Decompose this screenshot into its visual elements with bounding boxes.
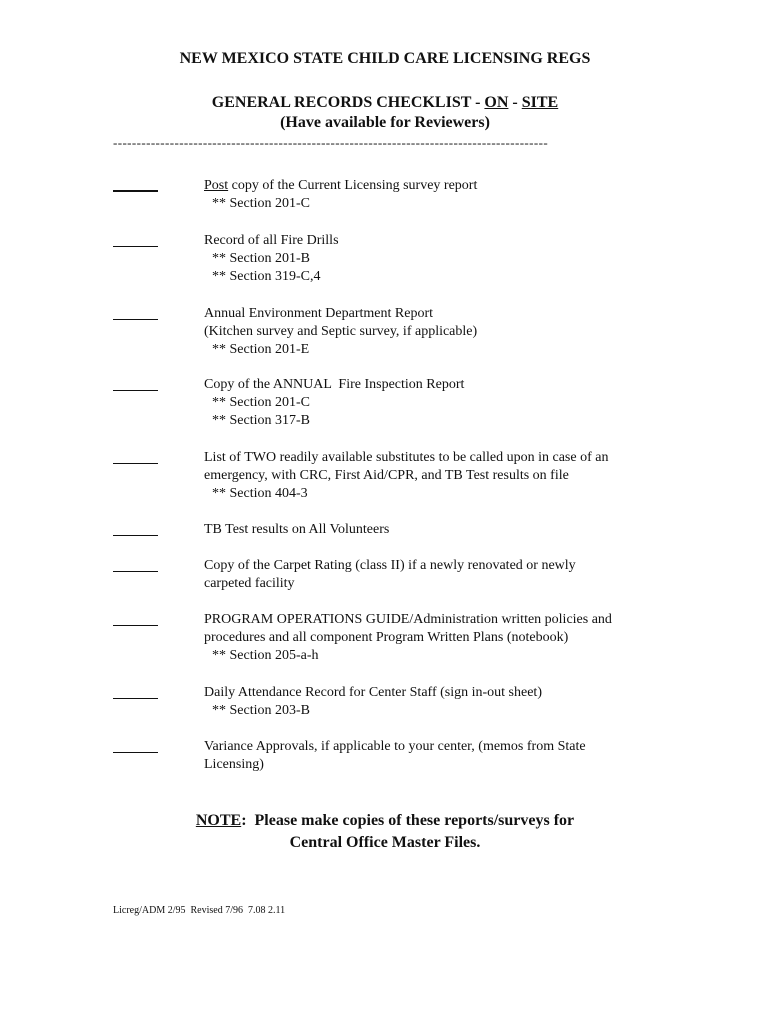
checkbox-blank-line[interactable]: [113, 319, 158, 320]
item-section: ** Section 404-3: [212, 486, 308, 501]
item-section: ** Section 201-B: [212, 251, 310, 266]
checkbox-blank-line[interactable]: [113, 752, 158, 753]
item-line: [204, 177, 669, 195]
item-section: ** Section 201-C: [212, 395, 310, 410]
checkbox-blank-line[interactable]: [113, 535, 158, 536]
item-line-rest: copy of the Current Licensing survey report: [228, 178, 478, 193]
item-section: ** Section 205-a-h: [212, 648, 319, 663]
note-line-1: [0, 810, 770, 832]
item-text: [204, 521, 669, 539]
checkbox-blank-line[interactable]: [113, 463, 158, 464]
item-text: [204, 232, 669, 286]
item-line: Licensing): [204, 757, 264, 772]
item-section: ** Section 317-B: [212, 413, 310, 428]
item-text: [204, 684, 669, 720]
item-line: Record of all Fire Drills: [204, 233, 339, 248]
item-line: List of TWO readily available substitutes to be called upon in case of an: [204, 450, 609, 465]
note-text: : Please make copies of these reports/surveys for: [241, 812, 575, 829]
item-text: [204, 449, 669, 503]
item-section: ** Section 319-C,4: [212, 269, 321, 284]
post-word: Post: [204, 178, 229, 193]
document-title: NEW MEXICO STATE CHILD CARE LICENSING REGS: [179, 50, 591, 67]
checkbox-blank-line[interactable]: [113, 625, 158, 626]
item-line: Variance Approvals, if applicable to your center, (memos from State: [204, 739, 586, 754]
footer-revision: Licreg/ADM 2/95 Revised 7/96 7.08 2.11: [113, 905, 286, 916]
item-text: [204, 305, 669, 359]
item-text: [204, 738, 669, 774]
item-text: [204, 557, 669, 593]
checklist-subtitle: (Have available for Reviewers): [280, 114, 490, 131]
checkbox-blank-line[interactable]: [113, 698, 158, 699]
item-text: [204, 376, 669, 430]
on-label: ON: [484, 94, 509, 111]
item-text: [204, 611, 669, 665]
item-line: Copy of the Carpet Rating (class II) if a newly renovated or newly: [204, 558, 576, 573]
item-line: (Kitchen survey and Septic survey, if applicable): [204, 324, 478, 339]
checklist-title-prefix: GENERAL RECORDS CHECKLIST -: [211, 94, 485, 111]
item-line: Copy of the ANNUAL Fire Inspection Report: [204, 377, 465, 392]
dashed-divider: --------------------------------------------------------------------------------------------: [113, 136, 549, 150]
checklist-title: [0, 93, 770, 113]
item-section: ** Section 201-C: [212, 196, 310, 211]
item-line: procedures and all component Program Written Plans (notebook): [204, 630, 569, 645]
item-line: PROGRAM OPERATIONS GUIDE/Administration written policies and: [204, 612, 612, 627]
note-line-2: Central Office Master Files.: [289, 834, 481, 851]
item-line: Daily Attendance Record for Center Staff (sign in-out sheet): [204, 685, 542, 700]
checkbox-blank-line[interactable]: [113, 390, 158, 391]
item-line: carpeted facility: [204, 576, 295, 591]
item-line: emergency, with CRC, First Aid/CPR, and TB Test results on file: [204, 468, 569, 483]
checkbox-blank-line[interactable]: [113, 571, 158, 572]
site-label: SITE: [521, 94, 559, 111]
item-text: [204, 177, 669, 213]
item-section: ** Section 203-B: [212, 703, 310, 718]
title-separator: -: [508, 94, 522, 111]
note-label: NOTE: [195, 812, 242, 829]
checkbox-blank-line[interactable]: [113, 246, 158, 247]
item-line: TB Test results on All Volunteers: [204, 522, 390, 537]
item-line: Annual Environment Department Report: [204, 306, 433, 321]
item-section: ** Section 201-E: [212, 342, 310, 357]
checkbox-blank-line[interactable]: [113, 190, 158, 192]
